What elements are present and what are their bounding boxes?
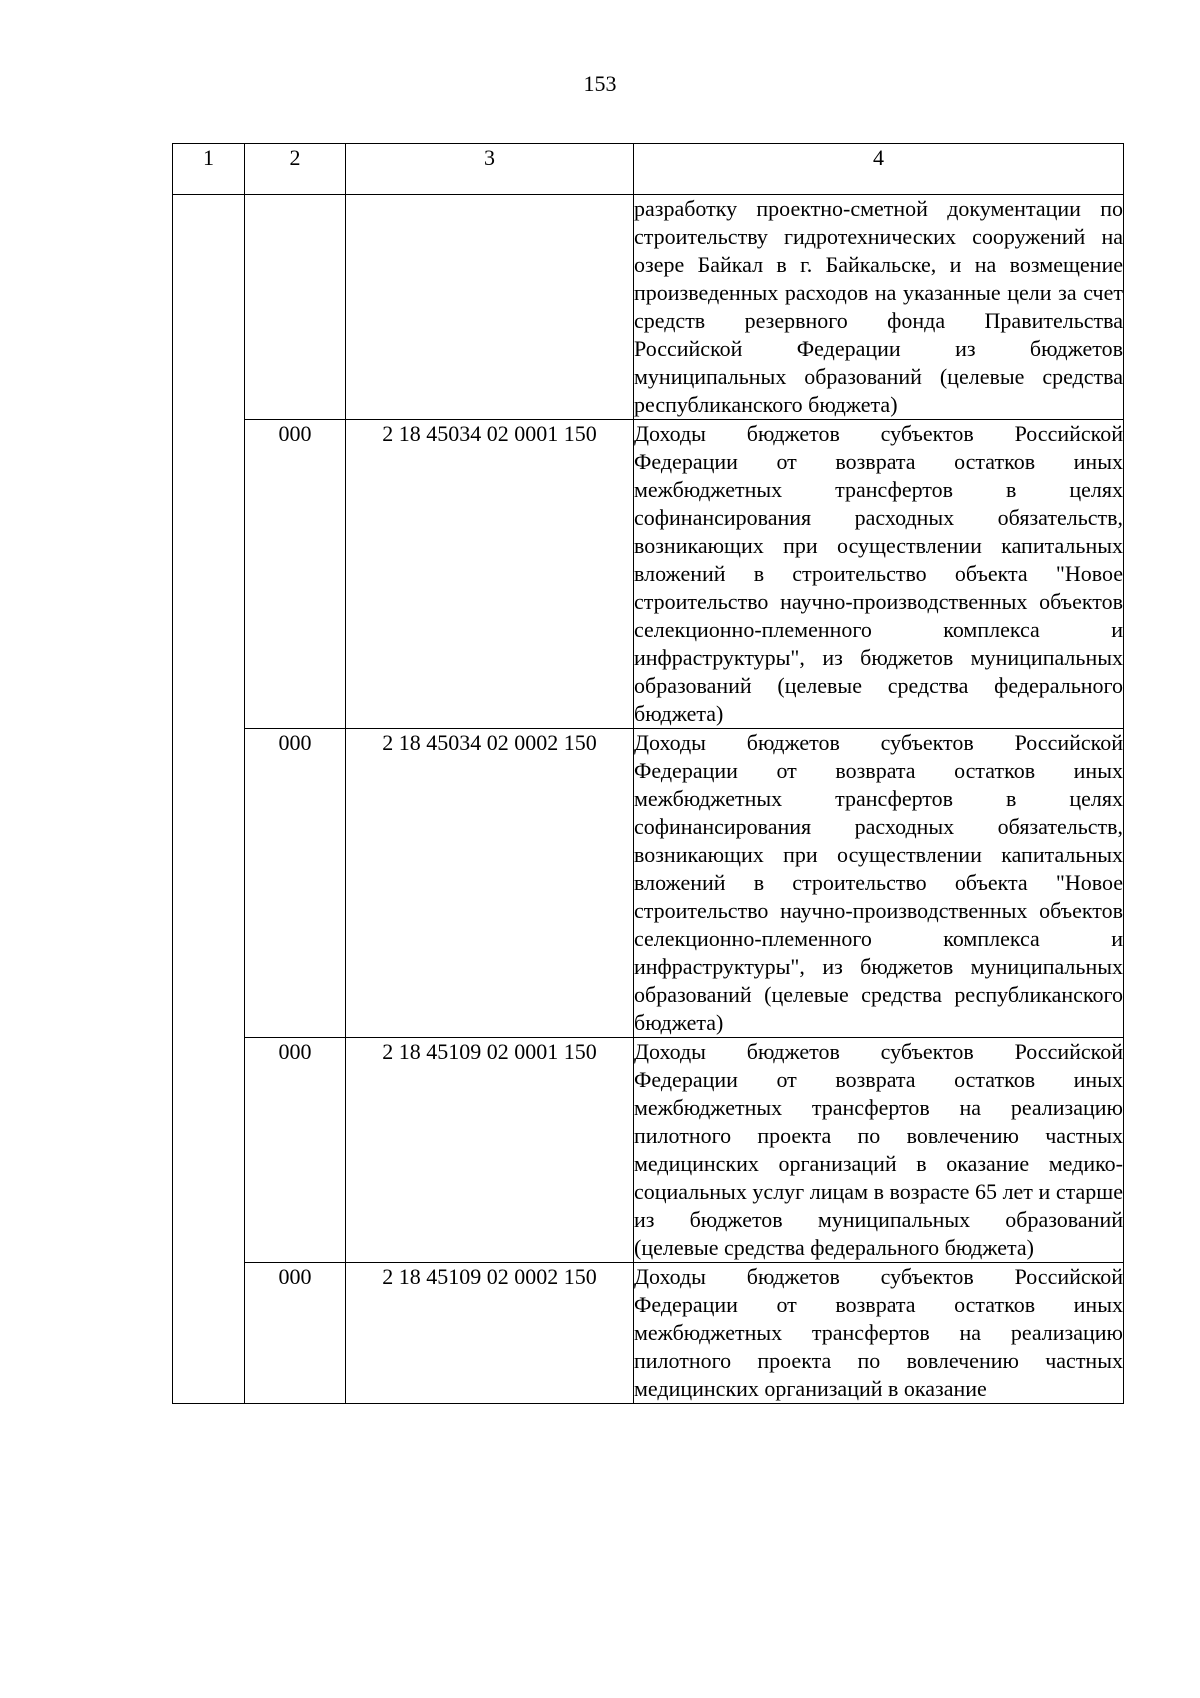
table-row [173, 729, 1124, 1038]
column-number-1: 1 [173, 144, 245, 195]
table-row [173, 195, 1124, 420]
column-number-2: 2 [245, 144, 346, 195]
description-cell: разработку проектно-сметной документации по строительству гидротехнических сооружений на озере Байкал в г. Байкальске, и на возмещение произведенных расходов на указанные цели за счет средств резервного фонда Правительства Российской Федерации из бюджетов муниципальных образований (целевые средства республиканского бюджета) [634, 195, 1124, 420]
admin-code-cell: 000 [245, 1263, 346, 1404]
table-header-row [173, 144, 1124, 195]
table-row [173, 1038, 1124, 1263]
description-cell: Доходы бюджетов субъектов Российской Федерации от возврата остатков иных межбюджетных трансфертов в целях софинансирования расходных обязательств, возникающих при осуществлении капитальных вложений в строительство объекта "Новое строительство научно-производственных объектов селекционно-племенного комплекса и инфраструктуры", из бюджетов муниципальных образований (целевые средства федерального бюджета) [634, 420, 1124, 729]
admin-code-cell: 000 [245, 420, 346, 729]
revenue-code-cell: 2 18 45034 02 0001 150 [346, 420, 634, 729]
empty-first-column [173, 195, 245, 1404]
description-cell: Доходы бюджетов субъектов Российской Федерации от возврата остатков иных межбюджетных трансфертов на реализацию пилотного проекта по вовлечению частных медицинских организаций в оказание [634, 1263, 1124, 1404]
admin-code-cell: 000 [245, 729, 346, 1038]
revenue-code-cell: 2 18 45109 02 0001 150 [346, 1038, 634, 1263]
revenue-code-cell: 2 18 45109 02 0002 150 [346, 1263, 634, 1404]
table-row [173, 1263, 1124, 1404]
admin-code-cell [245, 195, 346, 420]
revenue-code-cell: 2 18 45034 02 0002 150 [346, 729, 634, 1038]
revenue-codes-table [172, 143, 1124, 1404]
table-row [173, 420, 1124, 729]
admin-code-cell: 000 [245, 1038, 346, 1263]
column-number-4: 4 [634, 144, 1124, 195]
column-number-3: 3 [346, 144, 634, 195]
revenue-code-cell [346, 195, 634, 420]
description-cell: Доходы бюджетов субъектов Российской Федерации от возврата остатков иных межбюджетных трансфертов в целях софинансирования расходных обязательств, возникающих при осуществлении капитальных вложений в строительство объекта "Новое строительство научно-производственных объектов селекционно-племенного комплекса и инфраструктуры", из бюджетов муниципальных образований (целевые средства республиканского бюджета) [634, 729, 1124, 1038]
description-cell: Доходы бюджетов субъектов Российской Федерации от возврата остатков иных межбюджетных трансфертов на реализацию пилотного проекта по вовлечению частных медицинских организаций в оказание медико-социальных услуг лицам в возрасте 65 лет и старше из бюджетов муниципальных образований (целевые средства федерального бюджета) [634, 1038, 1124, 1263]
page-number: 153 [583, 71, 617, 96]
